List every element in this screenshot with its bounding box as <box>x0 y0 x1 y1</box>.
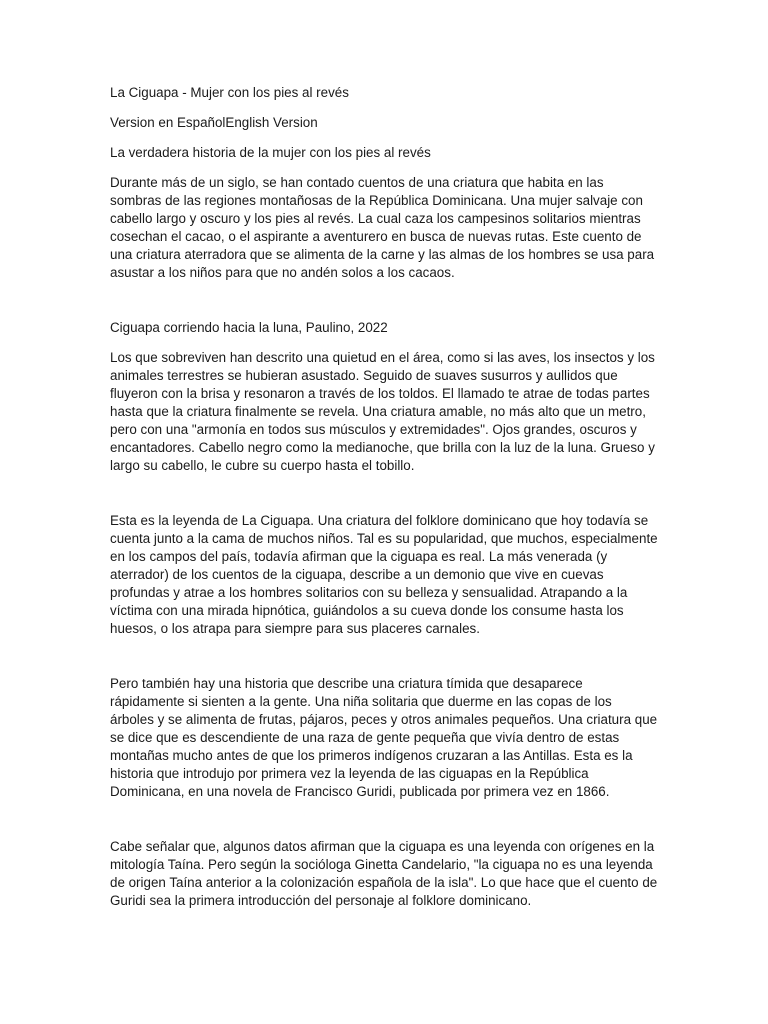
document-body <box>110 84 658 910</box>
paragraph-description: Los que sobreviven han descrito una quietud en el área, como si las aves, los insectos y los animales terrestres se hubieran asustado. Seguido de suaves susurros y aullidos que fluyeron con la brisa y resonaron a través de los toldos. El llamado te atrae de todas partes hasta que la criatura finalmente se revela. Una criatura amable, no más alto que un metro, pero con una "armonía en todos sus músculos y extremidades". Ojos grandes, oscuros y encantadores. Cabello negro como la medianoche, que brilla con la luz de la luna. Grueso y largo su cabello, le cubre su cuerpo hasta el tobillo. <box>110 350 655 473</box>
image-caption: Ciguapa corriendo hacia la luna, Paulino, 2022 <box>110 320 388 335</box>
paragraph-legend: Esta es la leyenda de La Ciguapa. Una criatura del folklore dominicano que hoy todavía se cuenta junto a la cama de muchos niños. Tal es su popularidad, que muchos, especialmente en los campos del país, todavía afirman que la ciguapa es real. La más venerada (y aterrador) de los cuentos de la ciguapa, describe a un demonio que vive en cuevas profundas y atrae a los hombres solitarios con su belleza y sensualidad. Atrapando a la víctima con una mirada hipnótica, guiándolos a su cueva donde los consume hasta los huesos, o los atrapa para siempre para sus placeres carnales. <box>110 513 658 636</box>
paragraph-intro: Durante más de un siglo, se han contado cuentos de una criatura que habita en las sombras de las regiones montañosas de la República Dominicana. Una mujer salvaje con cabello largo y oscuro y los pies al revés. La cual caza los campesinos solitarios mientras cosechan el cacao, o el aspirante a aventurero en busca de nuevas rutas. Este cuento de una criatura aterradora que se alimenta de la carne y las almas de los hombres se usa para asustar a los niños para que no andén solos a los cacaos. <box>110 175 655 280</box>
document-subtitle: La verdadera historia de la mujer con los pies al revés <box>110 145 431 160</box>
version-links: Version en EspañolEnglish Version <box>110 115 318 130</box>
paragraph-origins: Cabe señalar que, algunos datos afirman que la ciguapa es una leyenda con orígenes en la mitología Taína. Pero según la socióloga Ginetta Candelario, "la ciguapa no es una leyenda de origen Taína anterior a la colonización española de la isla". Lo que hace que el cuento de Guridi sea la primera introducción del personaje al folklore dominicano. <box>110 839 658 908</box>
paragraph-history: Pero también hay una historia que describe una criatura tímida que desaparece rápidamente si sienten a la gente. Una niña solitaria que duerme en las copas de los árboles y se alimenta de frutas, pájaros, peces y otros animales pequeños. Una criatura que se dice que es descendiente de una raza de gente pequeña que vivía dentro de estas montañas mucho antes de que los primeros indígenos cruzaran a las Antillas. Esta es la historia que introdujo por primera vez la leyenda de las ciguapas en la República Dominicana, en una novela de Francisco Guridi, publicada por primera vez en 1866. <box>110 676 658 799</box>
document-title: La Ciguapa - Mujer con los pies al revés <box>110 85 349 100</box>
